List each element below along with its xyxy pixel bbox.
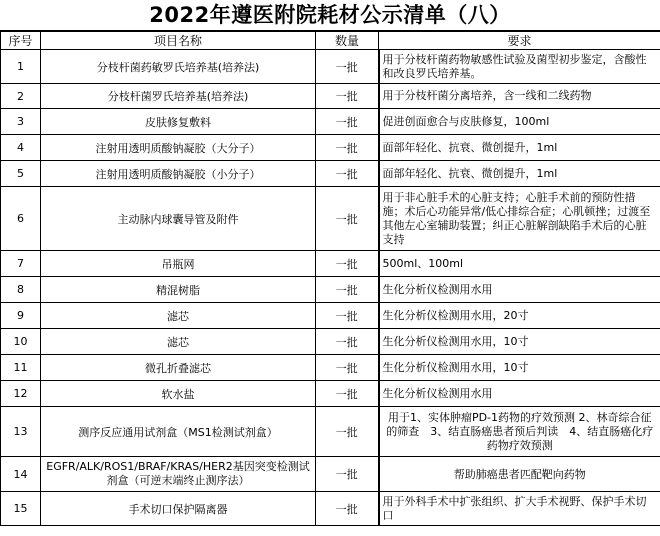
row-quantity: 一批	[316, 329, 379, 355]
row-item-name: 注射用透明质酸钠凝胶（小分子）	[41, 161, 316, 187]
header-item-name: 项目名称	[41, 32, 316, 50]
consumables-table	[0, 31, 660, 526]
table-row	[1, 407, 660, 457]
row-requirement: 生化分析仪检测用水用，20寸	[379, 303, 660, 329]
row-requirement: 生化分析仪检测用水用	[379, 381, 660, 407]
row-index: 8	[1, 277, 41, 303]
table-row	[1, 457, 660, 492]
row-requirement: 用于非心脏手术的心脏支持；心脏手术前的预防性措施；术后心功能异常/低心排综合症；心肌顿挫；过渡至其他左心室辅助装置；纠正心脏解剖缺陷手术后的心脏支持	[379, 187, 660, 251]
row-item-name: 分枝杆菌罗氏培养基(培养法)	[41, 84, 316, 109]
row-item-name: 滤芯	[41, 303, 316, 329]
table-row	[1, 135, 660, 161]
row-item-name: 吊瓶网	[41, 251, 316, 277]
row-requirement: 生化分析仪检测用水用，10寸	[379, 329, 660, 355]
table-row	[1, 355, 660, 381]
page-title: 2022年遵医附院耗材公示清单（八）	[0, 0, 660, 31]
row-index: 12	[1, 381, 41, 407]
row-index: 7	[1, 251, 41, 277]
table-row	[1, 277, 660, 303]
row-requirement: 用于分枝杆菌药物敏感性试验及菌型初步鉴定，含酸性和改良罗氏培养基。	[379, 50, 660, 84]
table-row	[1, 303, 660, 329]
row-index: 13	[1, 407, 41, 457]
row-requirement: 生化分析仪检测用水用	[379, 277, 660, 303]
row-index: 3	[1, 109, 41, 135]
row-quantity: 一批	[316, 161, 379, 187]
table-header-row	[1, 32, 660, 50]
row-index: 10	[1, 329, 41, 355]
row-quantity: 一批	[316, 187, 379, 251]
row-quantity: 一批	[316, 355, 379, 381]
row-quantity: 一批	[316, 381, 379, 407]
table-row	[1, 187, 660, 251]
row-item-name: 皮肤修复敷料	[41, 109, 316, 135]
row-requirement: 生化分析仪检测用水用，10寸	[379, 355, 660, 381]
row-quantity: 一批	[316, 251, 379, 277]
row-index: 2	[1, 84, 41, 109]
row-item-name: 软水盐	[41, 381, 316, 407]
row-item-name: 微孔折叠滤芯	[41, 355, 316, 381]
table-row	[1, 109, 660, 135]
row-quantity: 一批	[316, 303, 379, 329]
row-quantity: 一批	[316, 492, 379, 526]
row-index: 6	[1, 187, 41, 251]
row-requirement: 帮助肺癌患者匹配靶向药物	[379, 457, 660, 492]
table-row	[1, 161, 660, 187]
table-row	[1, 251, 660, 277]
row-requirement: 促进创面愈合与皮肤修复，100ml	[379, 109, 660, 135]
row-item-name: 分枝杆菌药敏罗氏培养基(培养法)	[41, 50, 316, 84]
row-quantity: 一批	[316, 84, 379, 109]
row-item-name: 手术切口保护隔离器	[41, 492, 316, 526]
row-quantity: 一批	[316, 457, 379, 492]
row-index: 5	[1, 161, 41, 187]
row-requirement: 用于1、实体肿瘤PD-1药物的疗效预测 2、林奇综合征的筛查 3、结直肠癌患者预后判读 4、结直肠癌化疗药物疗效预测	[379, 407, 660, 457]
header-quantity: 数量	[316, 32, 379, 50]
row-item-name: 滤芯	[41, 329, 316, 355]
row-index: 1	[1, 50, 41, 84]
row-item-name: 精混树脂	[41, 277, 316, 303]
row-requirement: 面部年轻化、抗衰、微创提升，1ml	[379, 161, 660, 187]
table-row	[1, 329, 660, 355]
table-row	[1, 492, 660, 526]
row-quantity: 一批	[316, 135, 379, 161]
row-item-name: 注射用透明质酸钠凝胶（大分子）	[41, 135, 316, 161]
row-requirement: 500ml、100ml	[379, 251, 660, 277]
header-index: 序号	[1, 32, 41, 50]
header-requirement: 要求	[379, 32, 660, 50]
row-quantity: 一批	[316, 277, 379, 303]
row-index: 9	[1, 303, 41, 329]
row-index: 15	[1, 492, 41, 526]
row-requirement: 面部年轻化、抗衰、微创提升，1ml	[379, 135, 660, 161]
row-item-name: EGFR/ALK/ROS1/BRAF/KRAS/HER2基因突变检测试剂盒（可逆末端终止测序法）	[41, 457, 316, 492]
row-quantity: 一批	[316, 50, 379, 84]
row-index: 14	[1, 457, 41, 492]
row-quantity: 一批	[316, 109, 379, 135]
row-item-name: 主动脉内球囊导管及附件	[41, 187, 316, 251]
table-row	[1, 50, 660, 84]
row-index: 4	[1, 135, 41, 161]
row-item-name: 测序反应通用试剂盒（MS1检测试剂盒）	[41, 407, 316, 457]
row-quantity: 一批	[316, 407, 379, 457]
table-row	[1, 84, 660, 109]
table-row	[1, 381, 660, 407]
row-requirement: 用于分枝杆菌分离培养，含一线和二线药物	[379, 84, 660, 109]
row-index: 11	[1, 355, 41, 381]
row-requirement: 用于外科手术中扩张组织、扩大手术视野、保护手术切口	[379, 492, 660, 526]
